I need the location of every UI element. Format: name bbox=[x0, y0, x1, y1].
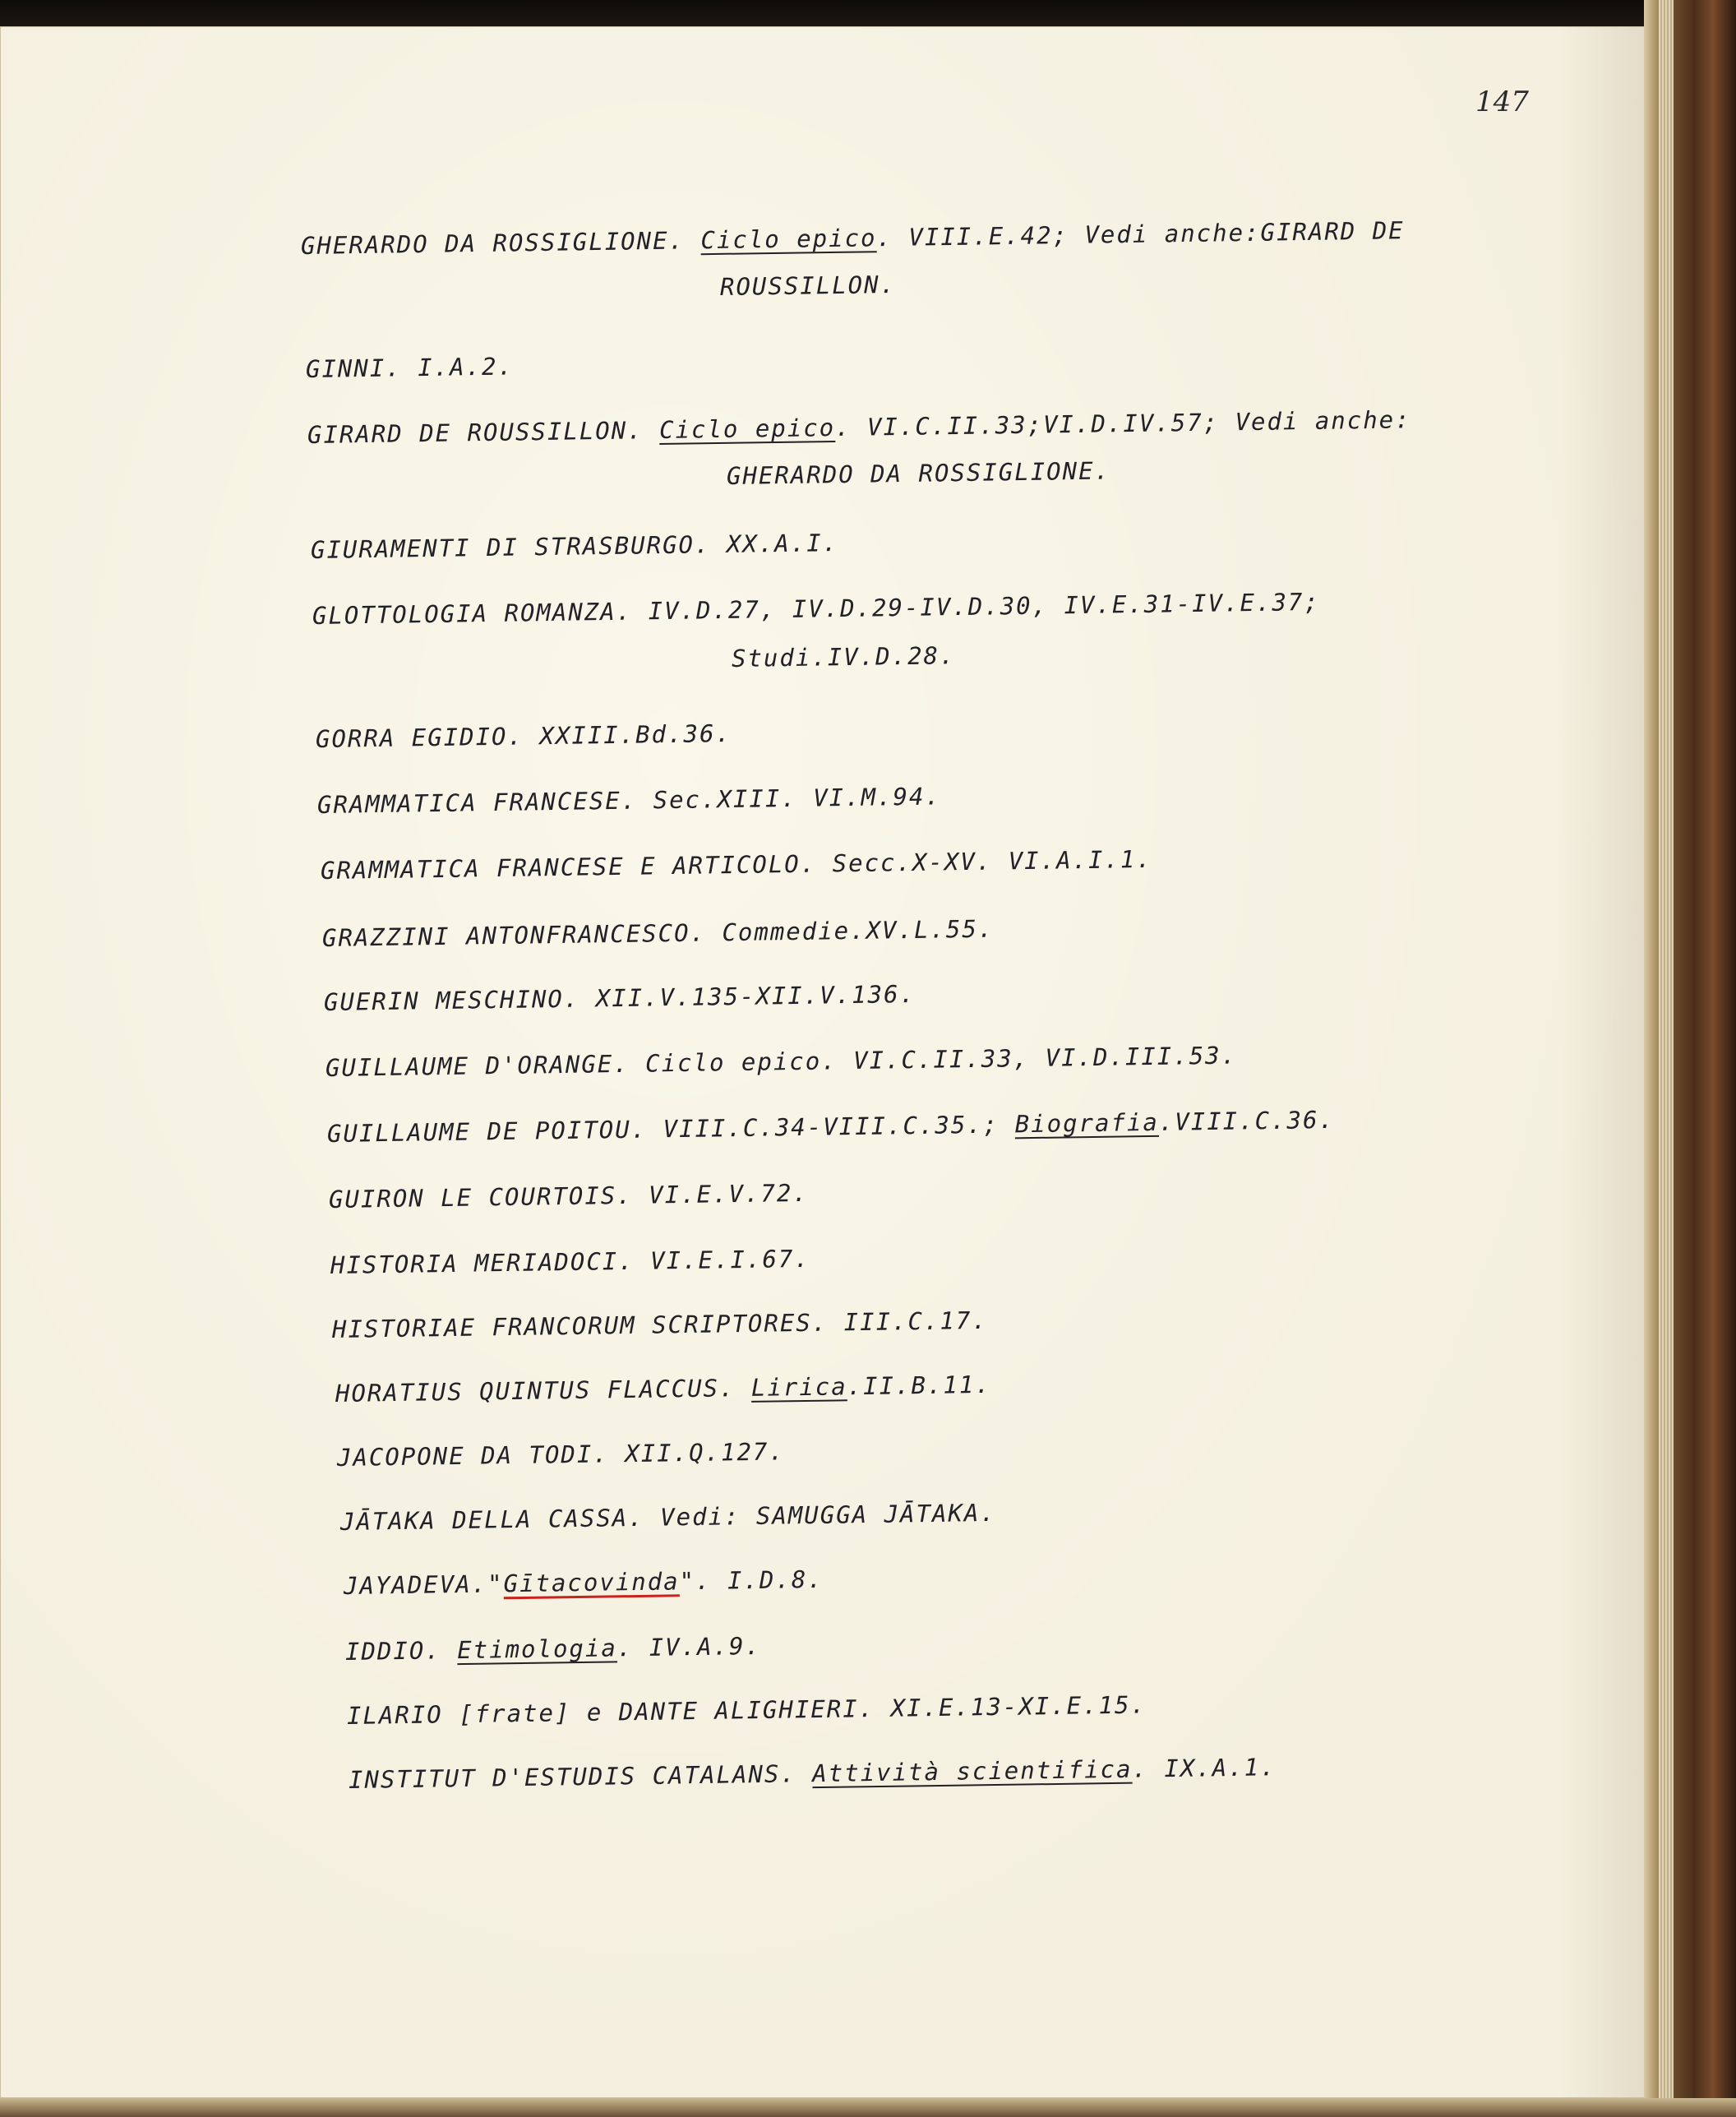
index-entry: GUERIN MESCHINO. XII.V.135-XII.V.136. bbox=[323, 979, 916, 1016]
index-entry: GUIRON LE COURTOIS. VI.E.V.72. bbox=[328, 1178, 809, 1213]
index-entry: HISTORIAE FRANCORUM SCRIPTORES. III.C.17. bbox=[331, 1306, 989, 1343]
index-entry: GUILLAUME DE POITOU. VIII.C.34-VIII.C.35.; Biografia.VIII.C.36. bbox=[326, 1105, 1336, 1148]
index-entry: HORATIUS QUINTUS FLACCUS. Lirica.II.B.11. bbox=[335, 1370, 992, 1407]
index-entry: GRAMMATICA FRANCESE E ARTICOLO. Secc.X-XV. VI.A.I.1. bbox=[320, 844, 1153, 885]
index-entry: GHERARDO DA ROSSIGLIONE. Ciclo epico. VIII.E.42; Vedi anche:GIRARD DE bbox=[300, 216, 1405, 260]
index-entry: HISTORIA MERIADOCI. VI.E.I.67. bbox=[330, 1244, 810, 1279]
index-entry-continuation: GHERARDO DA ROSSIGLIONE. bbox=[726, 456, 1111, 490]
index-entry-continuation: Studi.IV.D.28. bbox=[731, 641, 956, 673]
index-entry: GRAZZINI ANTONFRANCESCO. Commedie.XV.L.55. bbox=[321, 914, 995, 952]
index-entry: GRAMMATICA FRANCESE. Sec.XIII. VI.M.94. bbox=[316, 782, 942, 819]
index-entry: JAYADEVA."Gītacovinda". I.D.8. bbox=[343, 1565, 824, 1600]
index-entries bbox=[0, 26, 1677, 2098]
index-entry: ILARIO [frate] e DANTE ALIGHIERI. XI.E.13-XI.E.15. bbox=[346, 1690, 1147, 1730]
index-entry: IDDIO. Etimologia. IV.A.9. bbox=[344, 1631, 762, 1666]
index-entry: GORRA EGIDIO. XXIII.Bd.36. bbox=[315, 719, 732, 753]
index-entry: GUILLAUME D'ORANGE. Ciclo epico. VI.C.II.33, VI.D.III.53. bbox=[325, 1041, 1238, 1082]
index-entry: JACOPONE DA TODI. XII.Q.127. bbox=[336, 1437, 786, 1472]
index-entry: GINNI. I.A.2. bbox=[305, 352, 515, 383]
index-entry: INSTITUT D'ESTUDIS CATALANS. Attività scientifica. IX.A.1. bbox=[348, 1753, 1277, 1794]
book-spine bbox=[1644, 0, 1736, 2117]
index-entry-continuation: ROUSSILLON. bbox=[719, 270, 897, 301]
index-entry: GIRARD DE ROUSSILLON. Ciclo epico. VI.C.II.33;VI.D.IV.57; Vedi anche: bbox=[307, 405, 1411, 449]
bottom-edge bbox=[0, 2098, 1736, 2117]
page-number: 147 bbox=[1475, 86, 1529, 118]
page-stack-edge bbox=[1659, 0, 1674, 2117]
index-entry: GLOTTOLOGIA ROMANZA. IV.D.27, IV.D.29-IV.D.30, IV.E.31-IV.E.37; bbox=[312, 587, 1321, 630]
document-page bbox=[0, 26, 1677, 2098]
index-entry: GIURAMENTI DI STRASBURGO. XX.A.I. bbox=[310, 529, 839, 564]
index-entry: JĀTAKA DELLA CASSA. Vedi: SAMUGGA JĀTAKA. bbox=[339, 1498, 997, 1536]
